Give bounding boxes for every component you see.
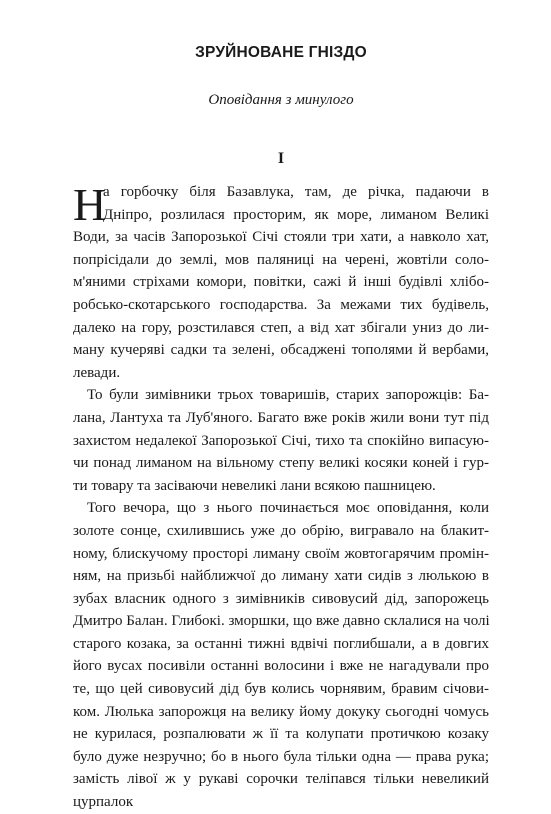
text-line: попрісідали до землі, мов паляниці на черені, жовтіли соло-: [73, 251, 489, 268]
text-line: не курилася, розпалювати ж її та колупати протичкою козаку: [73, 726, 489, 743]
story-subtitle: Оповідання з минулого: [208, 92, 354, 108]
chapter-number: I: [277, 150, 285, 167]
story-title: ЗРУЙНОВАНЕ ГНІЗДО: [195, 44, 367, 61]
text-line: ти товару та засіваючи невеликі лани всякою пашницею.: [73, 477, 436, 494]
text-line: те, що цей сивовусий дід був колись чорнявим, бравим січови-: [73, 681, 489, 698]
text-line: було дуже незручно; бо в нього була тільки одна — права рука;: [73, 748, 489, 765]
text-line: лана, Лантуха та Луб'яного. Багато вже років жили вони тут під: [73, 409, 489, 426]
text-line: То були зимівники трьох товаришів, старих запорожців: Ба-: [87, 387, 489, 404]
drop-cap: Н: [73, 179, 107, 230]
text-line: захистом недалекої Запорозької Січі, тихо та спокійно випасую-: [73, 432, 489, 449]
text-line: золоте сонце, схилившись уже до обрію, вигравало на блакит-: [73, 522, 489, 539]
text-line: чи понад лиманом на вільному степу великі косяки коней і гур-: [73, 455, 489, 472]
text-line: зубах власник одного з зимівників сивовусий дід, запорожець: [73, 590, 489, 607]
text-line: ком. Люлька запорожця на велику йому докуку сьогодні чомусь: [73, 703, 489, 720]
text-line: Дмитро Балан. Глибокі. зморшки, що вже давно склалися на чолі: [73, 613, 490, 630]
text-line: левади.: [73, 364, 121, 381]
text-line: м'яними стріхами комори, повітки, сажі й інші будівлі хлібо-: [73, 274, 489, 291]
text-line: ману кучеряві садки та зелені, обсаджені тополями й вербами,: [73, 342, 489, 359]
text-line: його вусах посивіли останні волосини і вже не нагадували про: [73, 658, 489, 675]
text-line: далеко на гору, розстилався степ, а від хат збігали униз до ли-: [73, 319, 489, 336]
text-line: ному, блискучому просторі лиману своїм жовтогарячим промін-: [73, 545, 489, 562]
text-line: а горбочку біля Базавлука, там, де річка, падаючи в: [103, 184, 489, 200]
text-line: Того вечора, що з нього починається моє оповідання, коли: [87, 500, 489, 517]
text-line: ням, на призьбі найближчої до лиману хати сидів з люлькою в: [73, 568, 489, 585]
text-line: Води, за часів Запорозької Січі стояли три хати, а навколо хат,: [73, 229, 489, 246]
text-line: робсько-скотарського господарства. За межами тих будівель,: [73, 296, 489, 313]
text-line: старого козака, за останні тижні вдвічі поглибшали, а в довгих: [73, 635, 489, 652]
body-text: [73, 181, 489, 814]
text-line: цурпалок: [73, 794, 134, 811]
text-line: замість лівої ж у рукаві сорочки теліпався тільки невеликий: [73, 771, 489, 788]
text-line: Дніпро, розлилася просторим, як море, лиманом Великі: [103, 206, 489, 223]
